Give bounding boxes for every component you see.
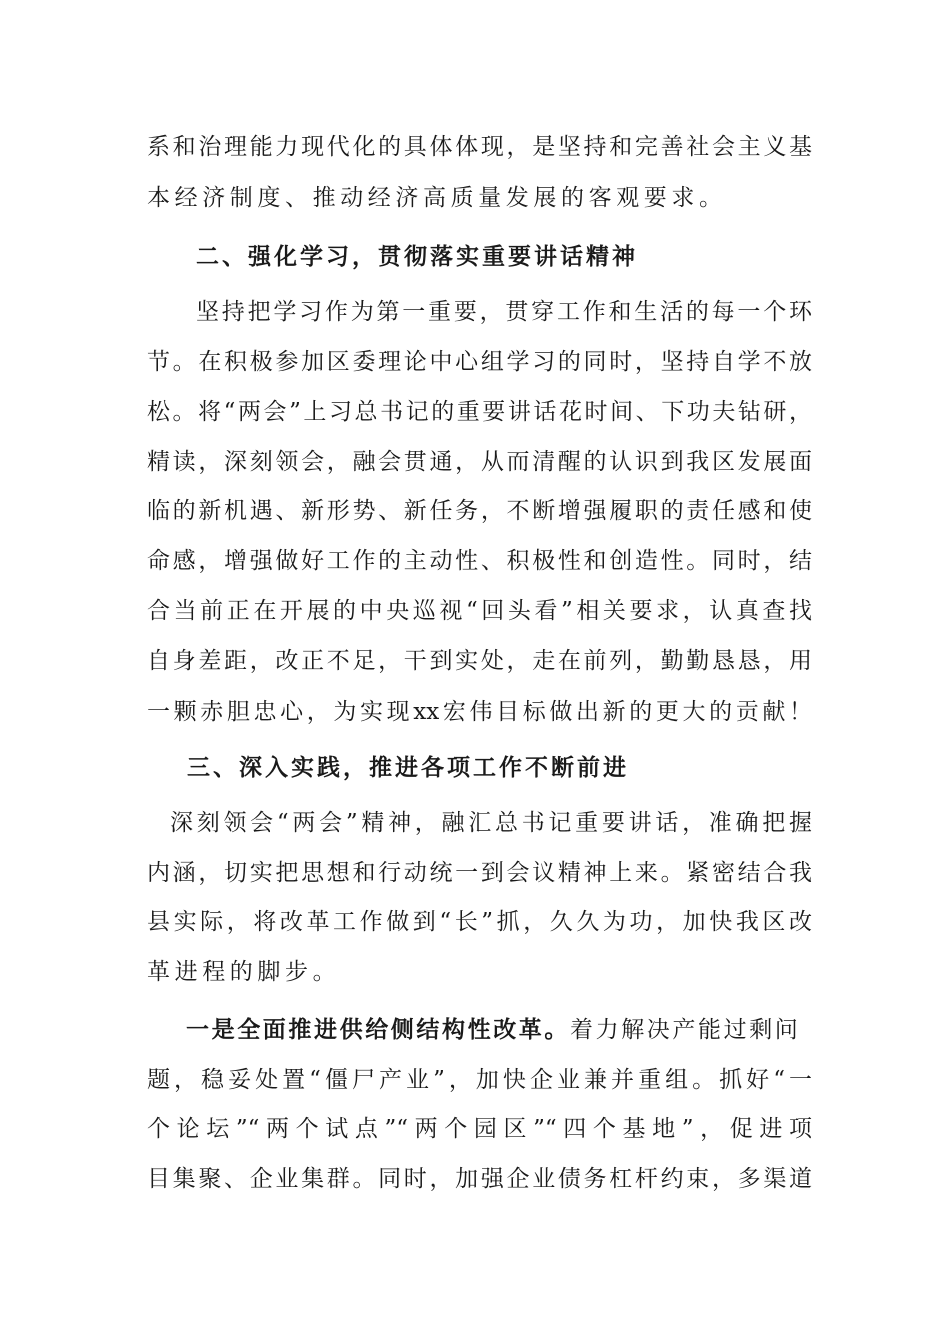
- paragraph-line: 县实际，将改革工作做到“长”抓，久久为功，加快我区改: [147, 909, 812, 935]
- paragraph-line: 临的新机遇、新形势、新任务，不断增强履职的责任感和使: [147, 498, 812, 524]
- paragraph-line: 命感，增强做好工作的主动性、积极性和创造性。同时，结: [147, 548, 812, 574]
- paragraph-line: 合当前正在开展的中央巡视“回头看”相关要求，认真查找: [147, 598, 812, 624]
- paragraph-line: 内涵，切实把思想和行动统一到会议精神上来。紧密结合我: [147, 860, 812, 886]
- paragraph-line: 深刻领会“两会”精神，融汇总书记重要讲话，准确把握: [170, 810, 812, 836]
- paragraph-line: [186, 1015, 812, 1045]
- paragraph-line: 松。将“两会”上习总书记的重要讲话花时间、下功夫钻研，: [147, 399, 812, 425]
- paragraph-line: 精读，深刻领会，融会贯通，从而清醒的认识到我区发展面: [147, 449, 812, 475]
- paragraph-line: 一颗赤胆忠心，为实现xx宏伟目标做出新的更大的贡献！: [147, 699, 812, 725]
- paragraph-line: 题，稳妥处置“僵尸产业”，加快企业兼并重组。抓好“一: [147, 1067, 812, 1093]
- paragraph-line: 系和治理能力现代化的具体体现，是坚持和完善社会主义基: [147, 134, 812, 160]
- paragraph-line: 坚持把学习作为第一重要，贯穿工作和生活的每一个环: [196, 299, 812, 325]
- paragraph-line: 革进程的脚步。: [147, 959, 341, 985]
- paragraph-line: 目集聚、企业集群。同时，加强企业债务杠杆约束，多渠道: [147, 1166, 812, 1192]
- paragraph-line: 本经济制度、推动经济高质量发展的客观要求。: [147, 185, 727, 211]
- paragraph-line: 个论坛”“两个试点”“两个园区”“四个基地”，促进项: [147, 1116, 812, 1142]
- paragraph-line: 节。在积极参加区委理论中心组学习的同时，坚持自学不放: [147, 349, 812, 375]
- paragraph-line: 自身差距，改正不足，干到实处，走在前列，勤勤恳恳，用: [147, 648, 812, 674]
- section-heading: 二、强化学习，贯彻落实重要讲话精神: [196, 243, 638, 270]
- section-heading: 三、深入实践，推进各项工作不断前进: [187, 754, 629, 781]
- point-text: 着力解决产能过剩问: [570, 1017, 801, 1043]
- point-lead: 一是全面推进供给侧结构性改革。: [186, 1016, 570, 1043]
